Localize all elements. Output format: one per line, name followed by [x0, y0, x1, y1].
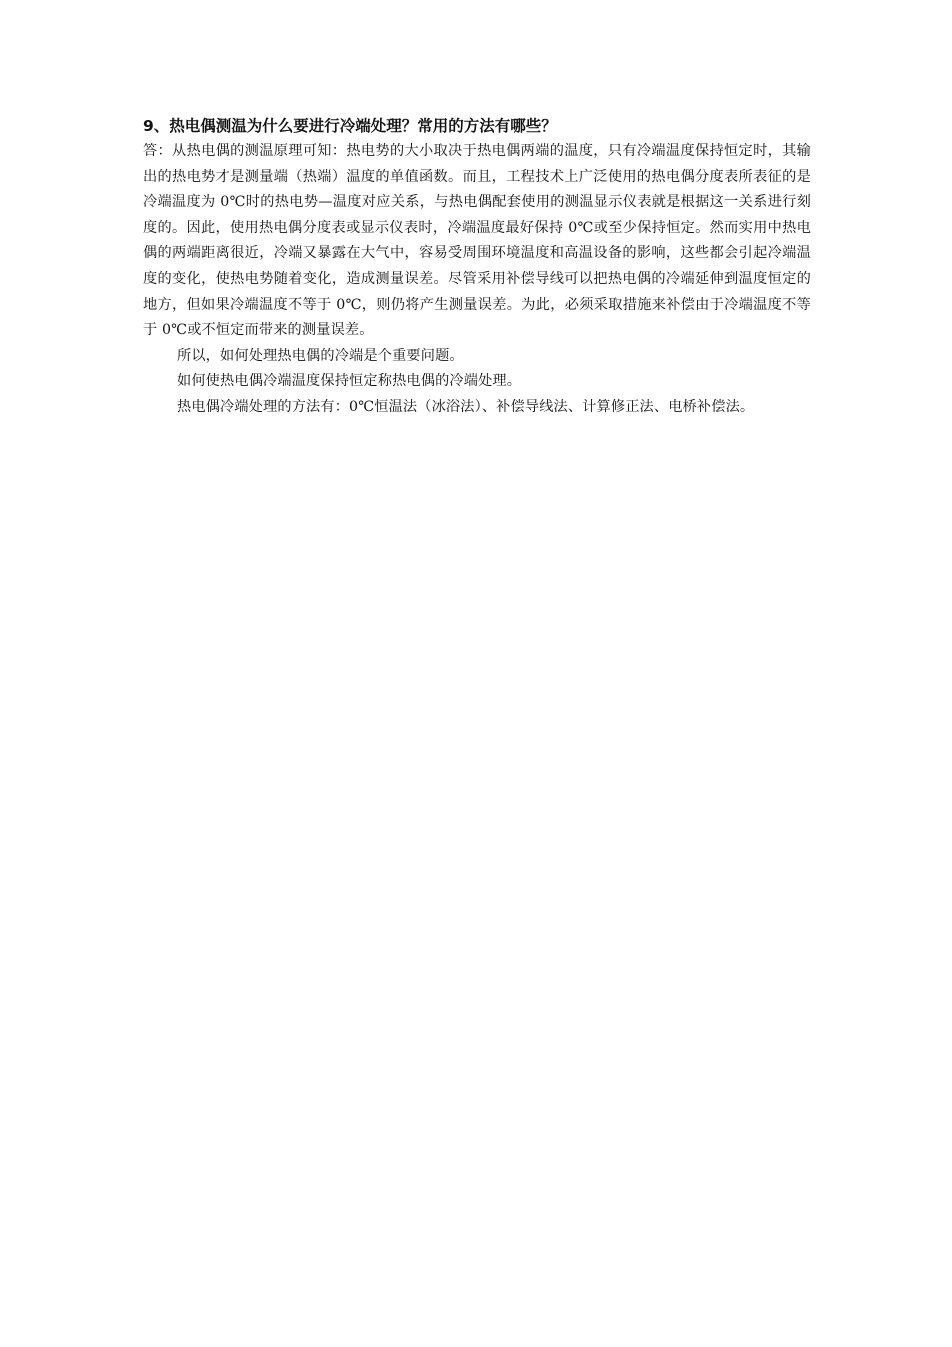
paragraph-importance: 所以，如何处理热电偶的冷端是个重要问题。: [177, 347, 464, 364]
answer-paragraph: 答：从热电偶的测温原理可知：热电势的大小取决于热电偶两端的温度，只有冷端温度保持恒定时，其输出的热电势才是测量端（热端）温度的单值函数。而且，工程技术上广泛使用的热电偶分度表所表征的是冷端温度为 0℃时的热电势—温度对应关系，与热电偶配套使用的测温显示仪表就是根据这一关系进行刻度的。因此，使用热电偶分度表或显示仪表时，冷端温度最好保持 0℃或至少保持恒定。然而实用中热电偶的两端距离很近，冷端又暴露在大气中，容易受周围环境温度和高温设备的影响，这些都会引起冷端温度的变化，使热电势随着变化，造成测量误差。尽管采用补偿导线可以把热电偶的冷端延伸到温度恒定的地方，但如果冷端温度不等于 0℃，则仍将产生测量误差。为此，必须采取措施来补偿由于冷端温度不等于 0℃或不恒定而带来的测量误差。: [143, 143, 811, 339]
question-heading: 9、热电偶测温为什么要进行冷端处理？常用的方法有哪些？: [143, 117, 557, 135]
paragraph-methods: 热电偶冷端处理的方法有：0℃恒温法（冰浴法）、补偿导线法、计算修正法、电桥补偿法。: [177, 398, 755, 415]
paragraph-definition: 如何使热电偶冷端温度保持恒定称热电偶的冷端处理。: [177, 373, 522, 390]
document-body: [143, 115, 811, 421]
